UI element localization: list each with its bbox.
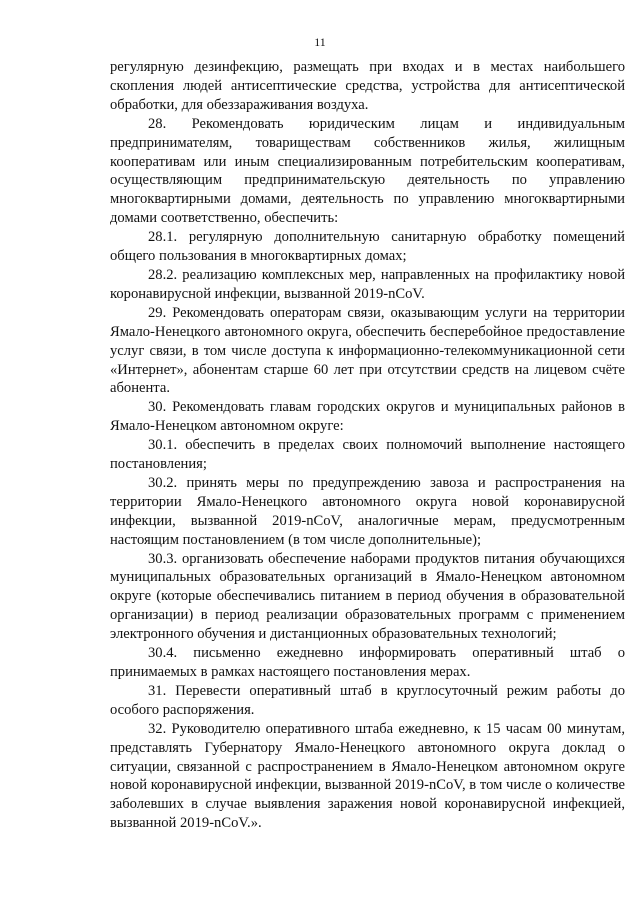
paragraph-continuation: регулярную дезинфекцию, размещать при входах и в местах наибольшего скопления людей антисептические средства, устройства для антисептической обработки, для обеззараживания воздуха. <box>110 59 625 113</box>
paragraph-item-30-3: 30.3. организовать обеспечение наборами продуктов питания обучающихся муниципальных образовательных организаций в Ямало-Ненецком автономном округе (которые обеспечивались питанием в период обучения в образовательной организации) в период реализации образовательных программ с применением электронного обучения и дистанционных образовательных технологий; <box>110 550 625 643</box>
paragraph-item-29: 29. Рекомендовать операторам связи, оказывающим услуги на территории Ямало-Ненецкого автономного округа, обеспечить бесперебойное предоставление услуг связи, в том числе доступа к информационно-телекоммуникационной сети «Интернет», абонентам старше 60 лет при отсутствии средств на лицевом счёте абонента. <box>110 304 625 397</box>
paragraph-item-28-1: 28.1. регулярную дополнительную санитарную обработку помещений общего пользования в многоквартирных домах; <box>110 229 625 265</box>
paragraph-item-30-2: 30.2. принять меры по предупреждению завоза и распространения на территории Ямало-Ненецкого автономного округа новой коронавирусной инфекции, вызванной 2019-nCoV, аналогичные мерам, предусмотренным настоящим постановлением (в том числе дополнительные); <box>110 474 625 548</box>
page-number: 11 <box>314 35 326 49</box>
document-body <box>110 58 625 833</box>
paragraph-item-30-4: 30.4. письменно ежедневно информировать оперативный штаб о принимаемых в рамках настоящего постановления мерах. <box>110 645 625 680</box>
paragraph-item-30: 30. Рекомендовать главам городских округов и муниципальных районов в Ямало-Ненецком автономном округе: <box>110 399 625 435</box>
paragraph-item-32: 32. Руководителю оперативного штаба ежедневно, к 15 часам 00 минутам, представлять Губернатору Ямало-Ненецкого автономного округа доклад о ситуации, связанной с распространением в Ямало-Ненецком автономном округе новой коронавирусной инфекции, вызванной 2019-nCoV, в том числе о количестве заболевших в случае выявления заражения новой коронавирусной инфекцией, вызванной 2019-nCoV.». <box>110 720 625 832</box>
paragraph-item-30-1: 30.1. обеспечить в пределах своих полномочий выполнение настоящего постановления; <box>110 437 625 473</box>
paragraph-item-31: 31. Перевести оперативный штаб в круглосуточный режим работы до особого распоряжения. <box>110 682 625 718</box>
paragraph-item-28-2: 28.2. реализацию комплексных мер, направленных на профилактику новой коронавирусной инфекции, вызванной 2019-nCoV. <box>110 266 625 302</box>
paragraph-item-28: 28. Рекомендовать юридическим лицам и индивидуальным предпринимателям, товариществам собственников жилья, жилищным кооперативам или иным специализированным потребительским кооперативам, осуществляющим предпринимательскую деятельность по управлению многоквартирными домами, деятельность по управлению многоквартирными домами соответственно, обеспечить: <box>110 115 625 227</box>
